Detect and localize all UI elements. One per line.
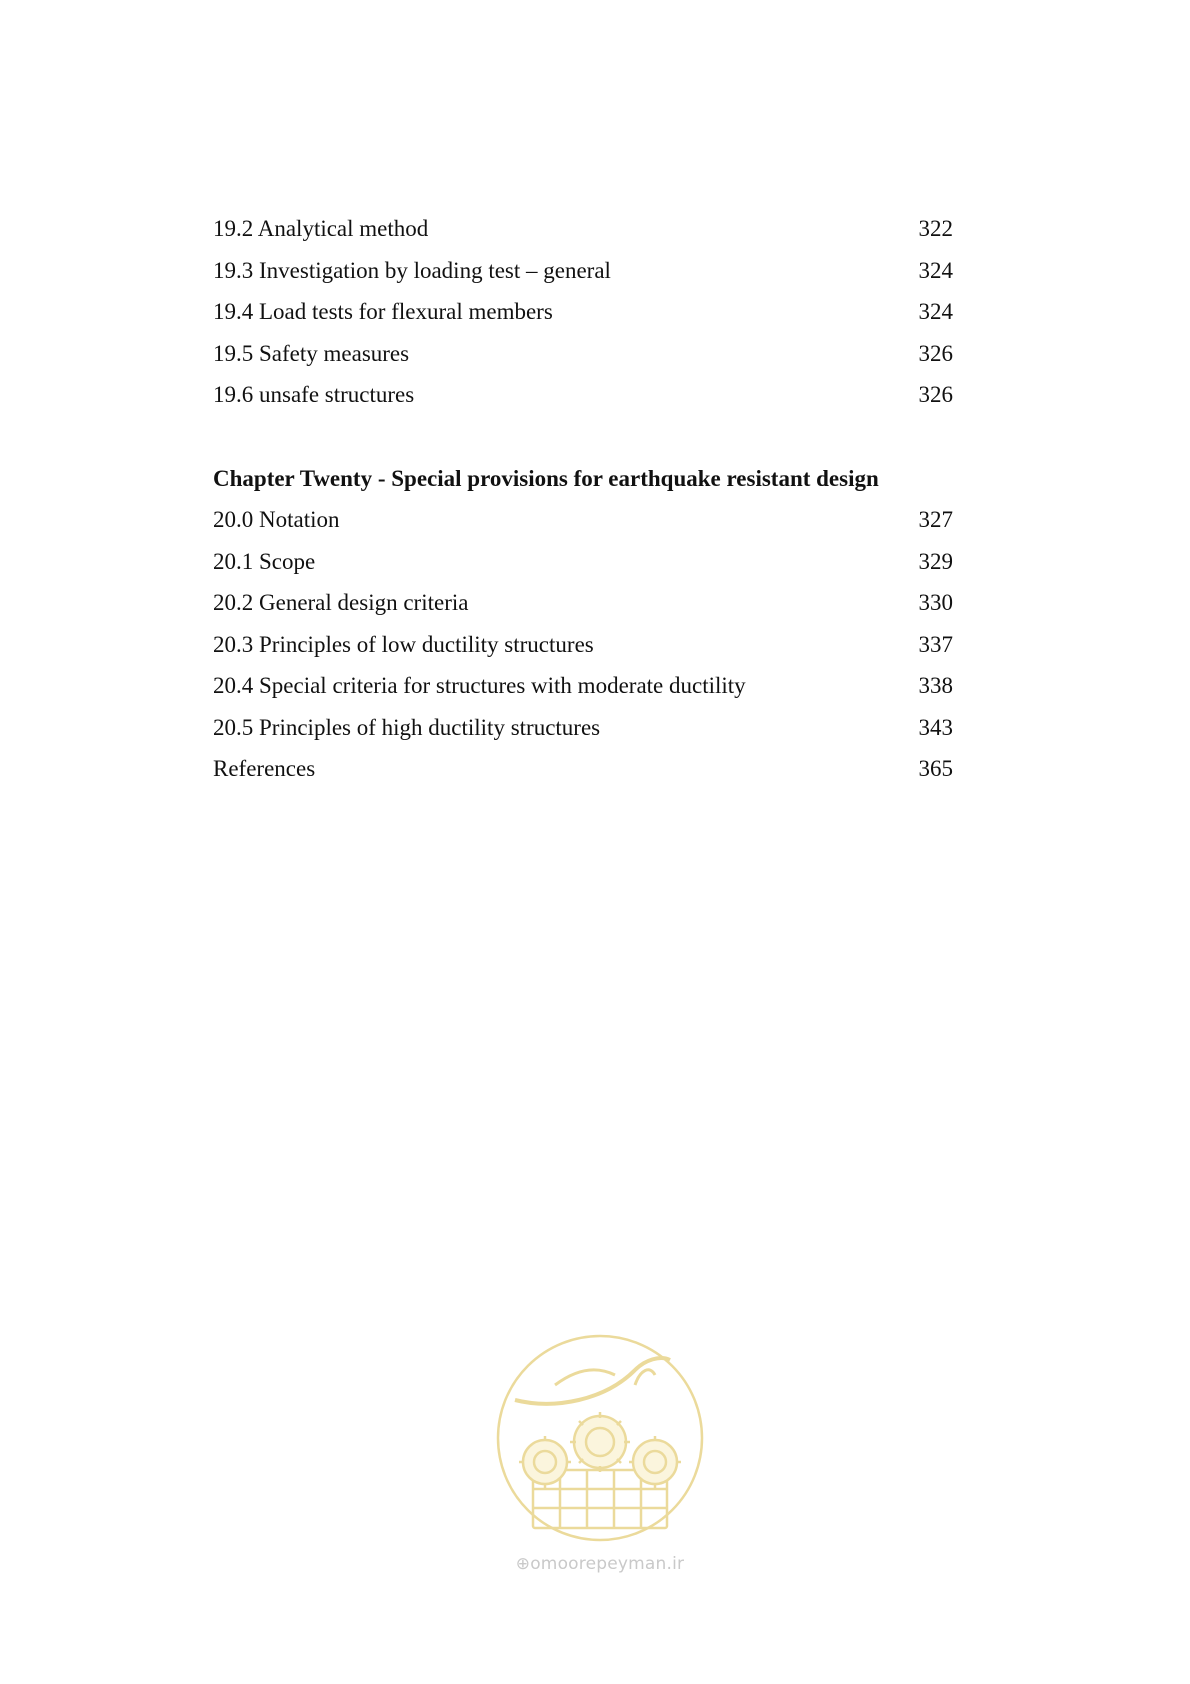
toc-entry-page: 330 bbox=[918, 590, 953, 615]
toc-entry-page: 365 bbox=[918, 756, 953, 781]
toc-entry-label: 20.1 Scope bbox=[213, 548, 316, 574]
toc-entry-20-5 bbox=[213, 707, 953, 749]
toc-entry-20-4 bbox=[213, 665, 953, 707]
toc-entry-references bbox=[213, 748, 953, 790]
toc-entry-label: 20.3 Principles of low ductility structures bbox=[213, 631, 594, 657]
toc-entry-20-1 bbox=[213, 541, 953, 583]
watermark-logo bbox=[485, 1330, 715, 1550]
table-of-contents bbox=[213, 208, 953, 790]
toc-entry-page: 326 bbox=[918, 340, 953, 366]
toc-entry-label: 19.5 Safety measures bbox=[213, 340, 410, 366]
toc-entry-label: 20.5 Principles of high ductility structures bbox=[213, 714, 601, 740]
toc-entry-20-2 bbox=[213, 582, 953, 624]
toc-entry-20-0 bbox=[213, 499, 953, 541]
toc-entry-page: 327 bbox=[918, 507, 953, 532]
toc-entry-label: 20.0 Notation bbox=[213, 507, 340, 532]
toc-entry-19-5 bbox=[213, 333, 953, 375]
toc-entry-label: References bbox=[213, 756, 316, 781]
watermark bbox=[485, 1330, 715, 1590]
globe-icon: ⊕ bbox=[515, 1554, 531, 1574]
toc-entry-page: 329 bbox=[918, 548, 953, 574]
watermark-url bbox=[485, 1554, 715, 1574]
toc-entry-label: 20.4 Special criteria for structures with moderate ductility bbox=[213, 673, 746, 698]
toc-entry-label: 19.6 unsafe structures bbox=[213, 382, 415, 407]
toc-entry-page: 326 bbox=[918, 382, 953, 407]
toc-entry-page: 324 bbox=[918, 257, 953, 283]
toc-entry-page: 324 bbox=[918, 299, 953, 324]
toc-entry-19-2 bbox=[213, 208, 953, 250]
toc-entry-19-3 bbox=[213, 250, 953, 292]
watermark-url-text: omoorepeyman.ir bbox=[530, 1554, 685, 1574]
toc-entry-page: 322 bbox=[918, 216, 953, 241]
toc-entry-page: 337 bbox=[918, 631, 953, 657]
toc-entry-19-6 bbox=[213, 374, 953, 416]
toc-entry-page: 338 bbox=[918, 673, 953, 698]
toc-entry-page: 343 bbox=[918, 714, 953, 740]
chapter-heading: Chapter Twenty - Special provisions for earthquake resistant design bbox=[213, 465, 879, 491]
toc-entry-label: 19.3 Investigation by loading test – general bbox=[213, 257, 611, 283]
toc-entry-19-4 bbox=[213, 291, 953, 333]
toc-entry-label: 19.2 Analytical method bbox=[213, 216, 429, 241]
toc-entry-20-3 bbox=[213, 624, 953, 666]
toc-entry-label: 19.4 Load tests for flexural members bbox=[213, 299, 553, 324]
toc-entry-label: 20.2 General design criteria bbox=[213, 590, 469, 615]
